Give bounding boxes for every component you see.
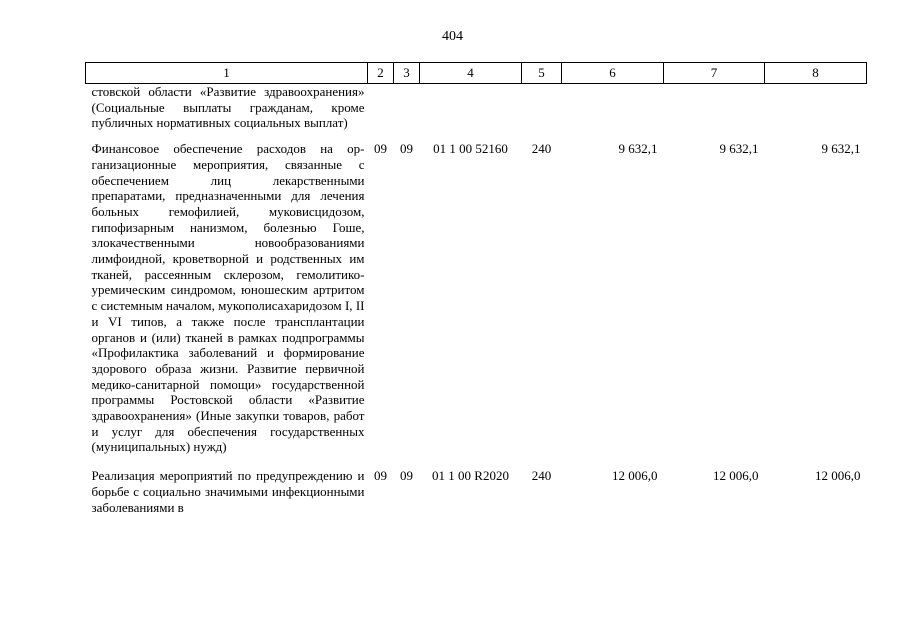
table-row <box>86 131 867 455</box>
header-col-7: 7 <box>664 63 765 84</box>
header-col-2: 2 <box>368 63 394 84</box>
row-section <box>368 84 394 132</box>
page-number: 404 <box>442 29 463 44</box>
row-description: стовской области «Развитие здравоохранения» (Социальные выплаты гражданам, кроме публичных нормативных социальных выплат) <box>91 84 365 131</box>
row-expense-type: 240 <box>531 468 552 484</box>
row-description: Реализация мероприятий по предупреждению и борьбе с социально значимыми инфекционными заболеваниями в <box>91 468 365 515</box>
row-target-article: 01 1 00 52160 <box>433 141 508 157</box>
row-amount-year-2: 12 006,0 <box>713 468 759 484</box>
table-row <box>86 455 867 515</box>
row-amount-year-3 <box>765 84 867 132</box>
header-col-8: 8 <box>765 63 867 84</box>
header-col-4: 4 <box>420 63 522 84</box>
row-expense-type: 240 <box>531 141 552 157</box>
header-col-3: 3 <box>394 63 420 84</box>
row-amount-year-2 <box>664 84 765 132</box>
header-col-6: 6 <box>562 63 664 84</box>
row-amount-year-1: 12 006,0 <box>612 468 658 484</box>
row-subsection: 09 <box>400 141 413 157</box>
row-amount-year-1: 9 632,1 <box>618 141 658 157</box>
header-col-5: 5 <box>522 63 562 84</box>
row-target-article: 01 1 00 R2020 <box>432 468 509 484</box>
row-amount-year-2: 9 632,1 <box>719 141 759 157</box>
row-description: Финансовое обеспечение расходов на организационные мероприятия, связанные с обеспечением лиц лекарственными препаратами, предназначенными для лечения больных гемофилией, муковисцидозом, гипофизарным нанизмом, болезнью Гоше, злокачественными новообразованиями лимфоидной, кроветворной и родственных им тканей, рассеянным склерозом, гемолитико-уремическим синдромом, юношеским артритом с системным началом, мукополисахаридозом I, II и VI типов, а также после трансплантации органов и (или) тканей в рамках подпрограммы «Профилактика заболеваний и формирование здорового образа жизни. Развитие первичной медико-санитарной помощи» государственной программы Ростовской области «Развитие здравоохранения» (Иные закупки товаров, работ и услуг для обеспечения государственных (муниципальных) нужд) <box>91 141 365 455</box>
row-section: 09 <box>374 141 387 157</box>
budget-table <box>85 62 867 515</box>
row-target-article <box>420 84 522 132</box>
row-amount-year-3: 9 632,1 <box>821 141 861 157</box>
table-row <box>86 84 867 132</box>
row-subsection <box>394 84 420 132</box>
table-header-row <box>86 63 867 84</box>
row-subsection: 09 <box>400 468 413 484</box>
row-section: 09 <box>374 468 387 484</box>
row-amount-year-1 <box>562 84 664 132</box>
row-expense-type <box>522 84 562 132</box>
row-amount-year-3: 12 006,0 <box>815 468 861 484</box>
header-col-1: 1 <box>86 63 368 84</box>
